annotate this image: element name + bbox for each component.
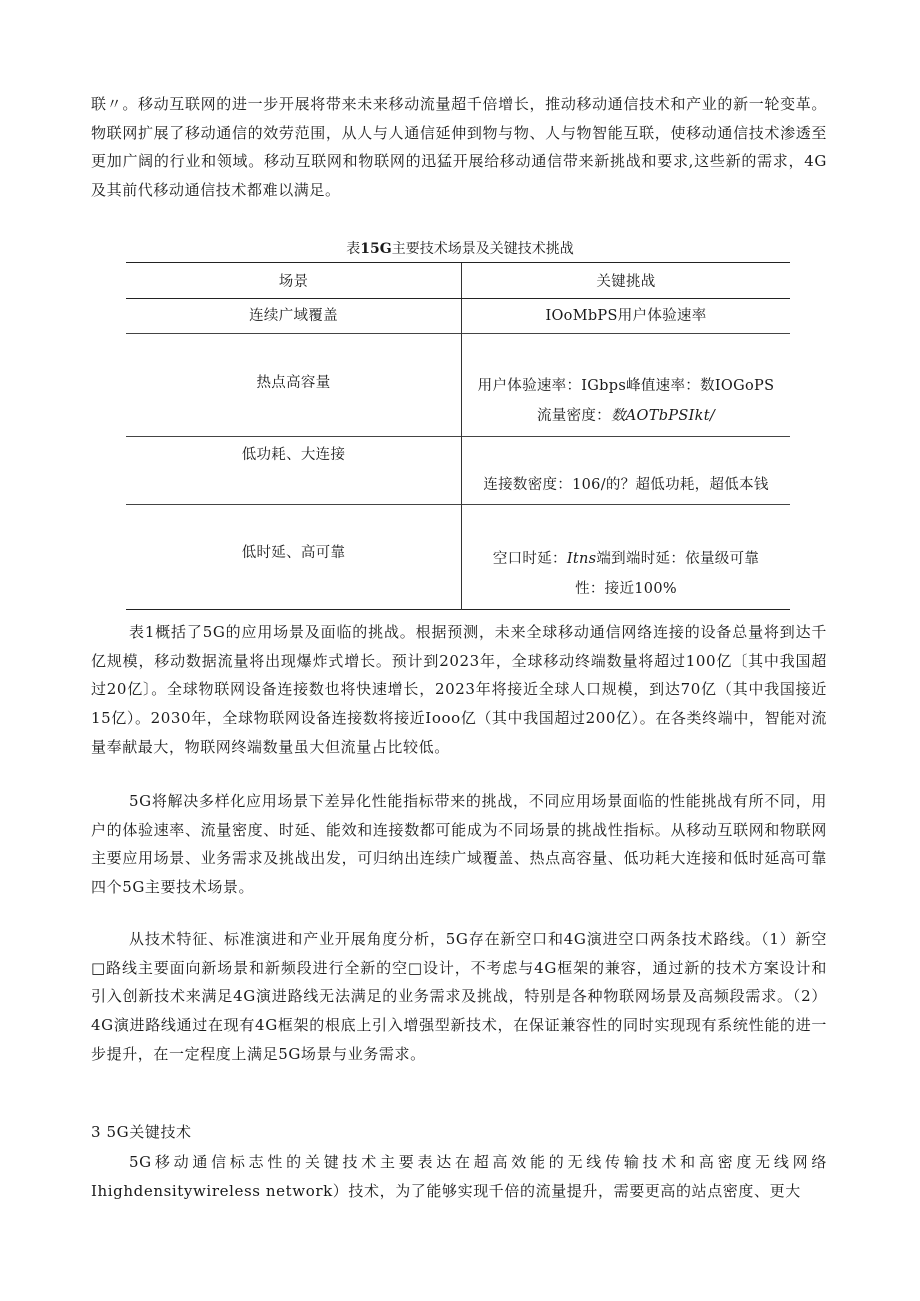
table-row [126, 299, 790, 334]
challenge-cell [462, 334, 791, 437]
challenge-text [464, 544, 788, 604]
section-heading: 3 5G关键技术 [91, 1123, 192, 1141]
scene-cell [126, 334, 462, 437]
table-caption-prefix: 表 [346, 241, 361, 257]
table-row [126, 505, 790, 610]
challenge-text: IOoMbPS用户体验速率 [545, 308, 707, 324]
challenge-line-1b: Itns [566, 551, 597, 567]
table-caption-number: 15G [360, 241, 392, 257]
header-challenge: 关键挑战 [462, 263, 791, 299]
table-caption-text: 主要技术场景及关键技术挑战 [391, 241, 574, 257]
header-scene: 场景 [126, 263, 462, 299]
challenge-text [464, 371, 788, 431]
table-caption [0, 238, 920, 260]
challenge-line-1a: 空口时延： [492, 551, 567, 567]
challenge-line-1c: 端到端时延：依量级可靠 [596, 551, 760, 567]
scene-label: 低时延、高可靠 [241, 545, 346, 561]
table-row [126, 437, 790, 505]
paragraph-scenarios: 5G将解决多样化应用场景下差异化性能指标带来的挑战，不同应用场景面临的性能挑战有所不同，用户的体验速率、流量密度、时延、能效和连接数都可能成为不同场景的挑战性指标。从移动互联网和物联网主要应用场景、业务需求及挑战出发，可归纳出连续广域覆盖、热点高容量、低功耗大连接和低时延高可靠四个5G主要技术场景。 [91, 792, 827, 897]
scenario-table [126, 262, 790, 610]
challenge-line-2a: 流量密度： [536, 408, 611, 424]
paragraph-key-technologies: 5G移动通信标志性的关键技术主要表达在超高效能的无线传输技术和高密度无线网络Ihighdensitywireless network）技术，为了能够实现千倍的流量提升，需要更高的站点密度、更大 [91, 1153, 827, 1200]
challenge-cell [462, 505, 791, 610]
challenge-cell [462, 299, 791, 334]
challenge-text: 连接数密度：106/的？超低功耗，超低本钱 [483, 477, 769, 493]
scene-label: 低功耗、大连接 [241, 447, 346, 463]
challenge-line-1: 用户体验速率：IGbps峰值速率：数IOGoPS [477, 378, 775, 394]
scene-label: 热点高容量 [256, 375, 331, 391]
paragraph-table-summary: 表1概括了5G的应用场景及面临的挑战。根据预测，未来全球移动通信网络连接的设备总量将到达千亿规模，移动数据流量将出现爆炸式增长。预计到2023年，全球移动终端数量将超过100亿〔其中我国超过20亿〕。全球物联网设备连接数也将快速增长，2023年将接近全球人口规模，到达70亿（其中我国接近15亿）。2030年，全球物联网设备连接数将接近Iooo亿（其中我国超过200亿）。在各类终端中，智能对流量奉献最大，物联网终端数量虽大但流量占比较低。 [91, 623, 827, 756]
challenge-line-2: 性：接近100% [575, 581, 677, 597]
scene-cell [126, 437, 462, 505]
challenge-cell [462, 437, 791, 505]
table-row [126, 334, 790, 437]
scene-cell [126, 299, 462, 334]
challenge-line-2b: 数AOTbPSIkt/ [610, 408, 716, 424]
scene-label: 连续广域覆盖 [249, 308, 338, 324]
scene-cell [126, 505, 462, 610]
paragraph-technical-routes: 从技术特征、标准演进和产业开展角度分析，5G存在新空口和4G演进空口两条技术路线。（1）新空□路线主要面向新场景和新频段进行全新的空□设计，不考虑与4G框架的兼容，通过新的技术方案设计和引入创新技术来满足4G演进路线无法满足的业务需求及挑战，特别是各种物联网场景及高频段需求。（2）4G演进路线通过在现有4G框架的根底上引入增强型新技术，在保证兼容性的同时实现现有系统性能的进一步提升，在一定程度上满足5G场景与业务需求。 [91, 930, 827, 1063]
table-header-row [126, 263, 790, 299]
paragraph-intro: 联〃。移动互联网的进一步开展将带来未来移动流量超千倍增长，推动移动通信技术和产业的新一轮变革。物联网扩展了移动通信的效劳范围，从人与人通信延伸到物与物、人与物智能互联，使移动通信技术渗透至更加广阔的行业和领域。移动互联网和物联网的迅猛开展给移动通信带来新挑战和要求,这些新的需求，4G及其前代移动通信技术都难以满足。 [91, 95, 827, 200]
